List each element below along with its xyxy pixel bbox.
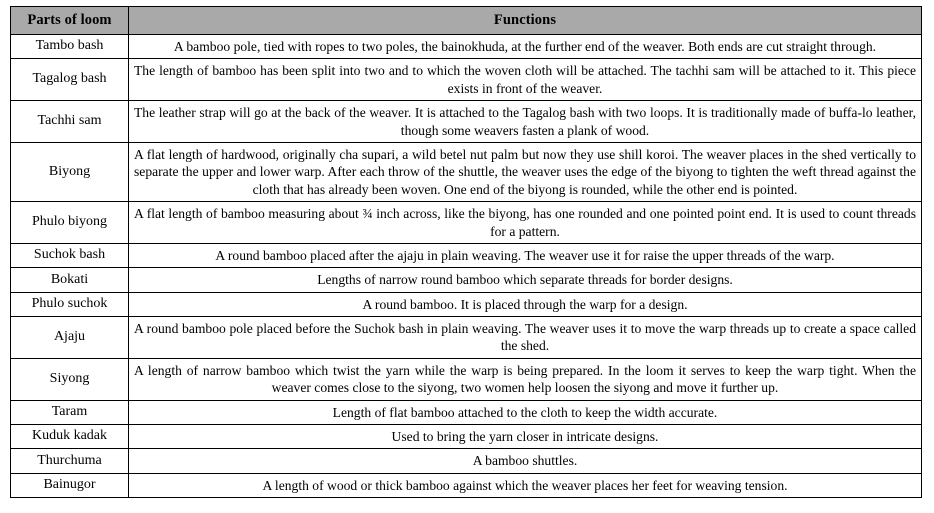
part-name-cell: Taram: [11, 400, 129, 424]
column-header-functions: Functions: [129, 7, 922, 35]
parts-of-loom-table: [10, 6, 922, 498]
table-row: [11, 425, 922, 449]
function-description-cell: The length of bamboo has been split into two and to which the woven cloth will be attached. The tachhi sam will be attached to it. This piece exists in front of the weaver.: [129, 59, 922, 101]
table-row: [11, 243, 922, 267]
part-name-cell: Thurchuma: [11, 449, 129, 473]
part-name-cell: Siyong: [11, 358, 129, 400]
table-row: [11, 358, 922, 400]
function-description-cell: Length of flat bamboo attached to the cloth to keep the width accurate.: [129, 400, 922, 424]
table-row: [11, 142, 922, 201]
function-description-cell: The leather strap will go at the back of the weaver. It is attached to the Tagalog bash with two loops. It is traditionally made of buffa-lo leather, though some weavers fasten a plank of wood.: [129, 101, 922, 143]
function-description-cell: Lengths of narrow round bamboo which separate threads for border designs.: [129, 268, 922, 292]
part-name-cell: Tagalog bash: [11, 59, 129, 101]
header-row: [11, 7, 922, 35]
part-name-cell: Bainugor: [11, 473, 129, 497]
function-description-cell: A round bamboo. It is placed through the warp for a design.: [129, 292, 922, 316]
table-header: [11, 7, 922, 35]
part-name-cell: Tambo bash: [11, 35, 129, 59]
table-row: [11, 268, 922, 292]
part-name-cell: Tachhi sam: [11, 101, 129, 143]
column-header-parts-of-loom: Parts of loom: [11, 7, 129, 35]
function-description-cell: A round bamboo placed after the ajaju in plain weaving. The weaver use it for raise the upper threads of the warp.: [129, 243, 922, 267]
part-name-cell: Biyong: [11, 142, 129, 201]
table-row: [11, 449, 922, 473]
table-row: [11, 202, 922, 244]
function-description-cell: A flat length of hardwood, originally cha supari, a wild betel nut palm but now they use shill koroi. The weaver places in the shed vertically to separate the upper and lower warp. After each throw of the shuttle, the weaver uses the edge of the biyong to tighten the weft thread against the cloth that has already been woven. One end of the biyong is rounded, while the other end is pointed.: [129, 142, 922, 201]
table-row: [11, 59, 922, 101]
part-name-cell: Ajaju: [11, 317, 129, 359]
table-row: [11, 101, 922, 143]
part-name-cell: Phulo biyong: [11, 202, 129, 244]
function-description-cell: A round bamboo pole placed before the Suchok bash in plain weaving. The weaver uses it to move the warp threads up to create a space called the shed.: [129, 317, 922, 359]
table-row: [11, 35, 922, 59]
table-row: [11, 317, 922, 359]
part-name-cell: Bokati: [11, 268, 129, 292]
table-body: [11, 35, 922, 498]
function-description-cell: A flat length of bamboo measuring about ¾ inch across, like the biyong, has one rounded and one pointed point end. It is used to count threads for a pattern.: [129, 202, 922, 244]
table-row: [11, 473, 922, 497]
part-name-cell: Suchok bash: [11, 243, 129, 267]
function-description-cell: A length of wood or thick bamboo against which the weaver places her feet for weaving tension.: [129, 473, 922, 497]
function-description-cell: A bamboo pole, tied with ropes to two poles, the bainokhuda, at the further end of the weaver. Both ends are cut straight through.: [129, 35, 922, 59]
function-description-cell: A bamboo shuttles.: [129, 449, 922, 473]
table-row: [11, 292, 922, 316]
part-name-cell: Phulo suchok: [11, 292, 129, 316]
table-row: [11, 400, 922, 424]
function-description-cell: A length of narrow bamboo which twist the yarn while the warp is being prepared. In the loom it serves to keep the warp tight. When the weaver comes close to the siyong, two women help loosen the siyong and move it further up.: [129, 358, 922, 400]
function-description-cell: Used to bring the yarn closer in intricate designs.: [129, 425, 922, 449]
part-name-cell: Kuduk kadak: [11, 425, 129, 449]
